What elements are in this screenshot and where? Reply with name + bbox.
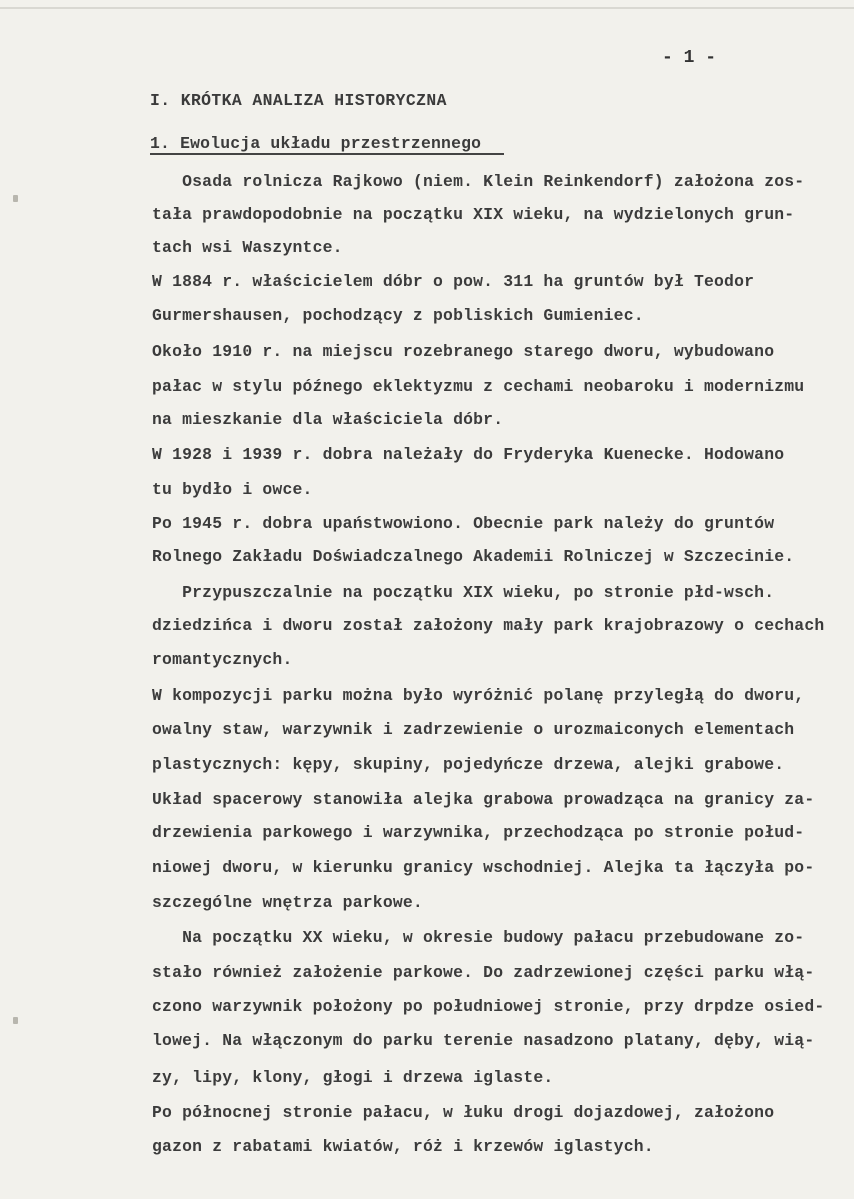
text-line: Układ spacerowy stanowiła alejka grabowa prowadząca na granicy za- — [152, 790, 815, 809]
section-heading: I. KRÓTKA ANALIZA HISTORYCZNA — [150, 91, 447, 110]
text-line: Gurmershausen, pochodzący z pobliskich Gumieniec. — [152, 306, 644, 325]
text-line: Po 1945 r. dobra upaństwowiono. Obecnie park należy do gruntów — [152, 514, 775, 533]
text-line: szczególne wnętrza parkowe. — [152, 893, 423, 912]
text-line: W 1884 r. właścicielem dóbr o pow. 311 ha gruntów był Teodor — [152, 272, 755, 291]
text-line: Rolnego Zakładu Doświadczalnego Akademii Rolniczej w Szczecinie. — [152, 547, 795, 566]
text-line: czono warzywnik położony po południowej stronie, przy drpdze osied- — [152, 997, 825, 1016]
text-line: tu bydło i owce. — [152, 480, 313, 499]
section-subheading: 1. Ewolucja układu przestrzennego — [150, 134, 482, 153]
text-line: pałac w stylu późnego eklektyzmu z cechami neobaroku i modernizmu — [152, 377, 805, 396]
punch-hole-mark — [13, 195, 18, 202]
text-line: romantycznych. — [152, 650, 293, 669]
text-line: lowej. Na włączonym do parku terenie nasadzono platany, dęby, wią- — [152, 1031, 815, 1050]
text-line: gazon z rabatami kwiatów, róż i krzewów iglastych. — [152, 1137, 654, 1156]
text-line: tach wsi Waszyntce. — [152, 238, 343, 257]
text-line: dziedzińca i dworu został założony mały park krajobrazowy o cechach — [152, 616, 825, 635]
text-line: drzewienia parkowego i warzywnika, przechodząca po stronie połud- — [152, 823, 805, 842]
text-line: Osada rolnicza Rajkowo (niem. Klein Reinkendorf) założona zos- — [152, 172, 805, 191]
text-line: Przypuszczalnie na początku XIX wieku, po stronie płd-wsch. — [152, 583, 775, 602]
text-line: niowej dworu, w kierunku granicy wschodniej. Alejka ta łączyła po- — [152, 858, 815, 877]
text-line: Na początku XX wieku, w okresie budowy pałacu przebudowane zo- — [152, 928, 805, 947]
text-line: tała prawdopodobnie na początku XIX wieku, na wydzielonych grun- — [152, 205, 795, 224]
page-number: - 1 - — [662, 48, 717, 68]
text-line: W kompozycji parku można było wyróżnić polanę przyległą do dworu, — [152, 686, 805, 705]
text-line: stało również założenie parkowe. Do zadrzewionej części parku włą- — [152, 963, 815, 982]
text-line: zy, lipy, klony, głogi i drzewa iglaste. — [152, 1068, 554, 1087]
text-line: Około 1910 r. na miejscu rozebranego starego dworu, wybudowano — [152, 342, 775, 361]
text-line: plastycznych: kępy, skupiny, pojedyńcze drzewa, alejki grabowe. — [152, 755, 785, 774]
punch-hole-mark — [13, 1017, 18, 1024]
text-line: W 1928 i 1939 r. dobra należały do Fryderyka Kuenecke. Hodowano — [152, 445, 785, 464]
text-line: owalny staw, warzywnik i zadrzewienie o urozmaiconych elementach — [152, 720, 795, 739]
text-line: na mieszkanie dla właściciela dóbr. — [152, 410, 504, 429]
subheading-underline — [150, 153, 504, 155]
text-line: Po północnej stronie pałacu, w łuku drogi dojazdowej, założono — [152, 1103, 775, 1122]
top-edge-rule — [0, 7, 854, 9]
